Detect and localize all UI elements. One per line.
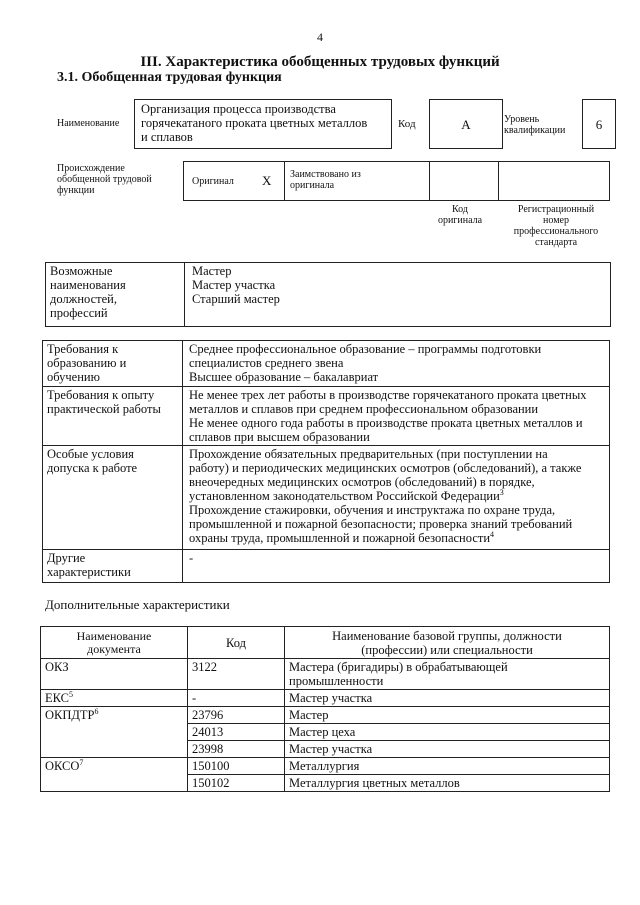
original-mark: X <box>262 173 272 188</box>
positions-label: Возможные наименования должностей, профессий <box>46 263 185 327</box>
level-label: Уровень квалификации <box>504 114 566 136</box>
row-code: 24013 <box>188 724 285 741</box>
additional-title: Дополнительные характеристики <box>45 597 230 612</box>
position-item: Мастер участка <box>192 278 276 292</box>
row-doc: ОКПДТР$^6$ <box>41 707 188 758</box>
table-row <box>41 690 610 707</box>
row-code: 23796 <box>188 707 285 724</box>
education-label: Требования к образованию и обучению <box>43 341 183 387</box>
reg-number-caption: Регистрационный номер профессионального стандарта <box>513 204 599 248</box>
experience-value: Не менее трех лет работы в производстве горячекатаного проката цветных металлов и сплавов при среднем профессиональном образовании Не менее одного года работы в производстве проката цветных металлов и сплавов при высшем образовании <box>183 387 610 446</box>
table-row <box>41 707 610 724</box>
code-label: Код <box>398 118 416 130</box>
other-characteristics-label: Другие характеристики <box>43 550 183 583</box>
position-item: Старший мастер <box>192 292 280 306</box>
header-document: Наименование документа <box>41 627 188 659</box>
table-row <box>41 758 610 775</box>
origin-box <box>183 161 610 201</box>
positions-table <box>45 262 611 327</box>
subsection-heading: 3.1. Обобщенная трудовая функция <box>57 70 282 85</box>
row-code: - <box>188 690 285 707</box>
function-name-line: горячекатаного проката цветных металлов <box>141 116 368 130</box>
code-value-box <box>429 99 503 149</box>
row-name: Мастер <box>285 707 610 724</box>
function-name-line: и сплавов <box>141 130 193 144</box>
row-code: 150102 <box>188 775 285 792</box>
table-row <box>41 659 610 690</box>
special-conditions-label: Особые условия допуска к работе <box>43 446 183 550</box>
code-original-caption: Код оригинала <box>437 204 483 226</box>
row-code: 3122 <box>188 659 285 690</box>
header-name: Наименование базовой группы, должности (профессии) или специальности <box>285 627 610 659</box>
education-value: Среднее профессиональное образование – программы подготовки специалистов среднего звена Высшее образование – бакалавриат <box>183 341 610 387</box>
function-name-box <box>134 99 392 149</box>
other-characteristics-value: - <box>183 550 610 583</box>
row-name: Мастер участка <box>285 741 610 758</box>
position-item: Мастер <box>192 264 232 278</box>
header-code: Код <box>188 627 285 659</box>
code-value: А <box>461 117 471 132</box>
special-conditions-value: Прохождение обязательных предварительных (при поступлении на работу) и периодических медицинских осмотров (обследований), а также внеочередных медицинских осмотров (обследований) в порядке, установленном законодательством Российской Федерации$^3$ Прохождение стажировки, обучения и инструктажа по охране труда, промышленной и пожарной безопасности; проверка знаний требований охраны труда, промышленной и пожарной безопасности$^4$ <box>183 446 610 550</box>
row-doc: ОКСО$^7$ <box>41 758 188 792</box>
original-label: Оригинал <box>192 176 234 187</box>
row-name: Металлургия цветных металлов <box>285 775 610 792</box>
origin-label: Происхождение обобщенной трудовой функции <box>57 163 152 196</box>
row-doc: ЕКС$^5$ <box>41 690 188 707</box>
page-number: 4 <box>317 30 323 44</box>
level-value: 6 <box>595 117 603 132</box>
row-code: 23998 <box>188 741 285 758</box>
footnote-ref: 4 <box>490 529 495 539</box>
name-label: Наименование <box>57 118 120 129</box>
requirements-table <box>42 340 610 583</box>
section-heading: III. Характеристика обобщенных трудовых функций <box>140 54 500 70</box>
positions-values <box>185 263 611 327</box>
row-name: Металлургия <box>285 758 610 775</box>
row-name: Мастера (бригадиры) в обрабатывающей промышленности <box>285 659 610 690</box>
function-name-line: Организация процесса производства <box>141 102 336 116</box>
row-name: Мастер участка <box>285 690 610 707</box>
row-doc: ОКЗ <box>41 659 188 690</box>
level-value-box <box>582 99 616 149</box>
row-name: Мастер цеха <box>285 724 610 741</box>
row-code: 150100 <box>188 758 285 775</box>
additional-table <box>40 626 610 792</box>
footnote-ref: 3 <box>499 487 504 497</box>
experience-label: Требования к опыту практической работы <box>43 387 183 446</box>
borrowed-label: Заимствовано из оригинала <box>290 169 361 191</box>
